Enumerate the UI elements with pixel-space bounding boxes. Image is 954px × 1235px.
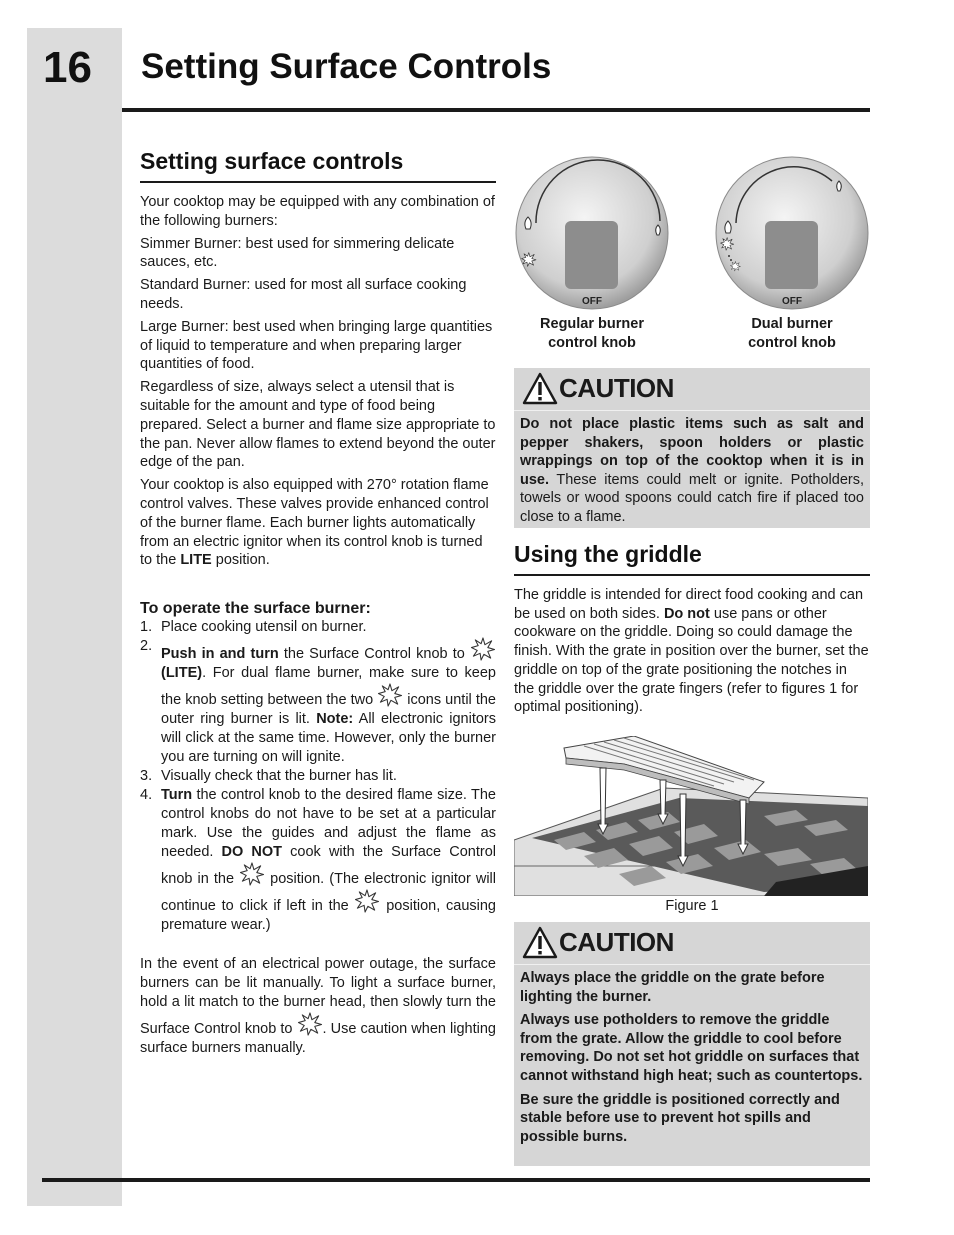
footer-rule: [42, 1178, 870, 1182]
dual-knob-caption: Dual burner control knob: [748, 316, 836, 351]
left-column: [140, 148, 496, 1058]
caution-text: Do not place plastic items such as salt and pepper shakers, spoon holders or plastic wrappings on top of the cooktop when it is in use. These items could melt or ignite. Potholders, towels or wood spoons could catch fire if placed too close to a flame.: [520, 416, 864, 525]
sparkle-icon: [297, 1012, 323, 1036]
caution-box-plastic-items: [514, 368, 870, 528]
caution-header: [514, 368, 870, 411]
caution-box-griddle: [514, 922, 870, 1166]
simmer-paragraph: Simmer Burner: best used for simmering delicate sauces, etc.: [140, 235, 455, 271]
griddle-section: [514, 541, 870, 717]
warning-triangle-icon: [522, 372, 558, 406]
griddle-paragraph: The griddle is intended for direct food cooking and can be used on both sides. Do not use pans or other cookware on the griddle. Doing so could damage the finish. With the grate in position over the burner, set the griddle on top of the grate positioning the notches in the griddle over the grate fingers (refer to figures 1 for optimal positioning).: [514, 587, 869, 716]
steps-list: [140, 618, 496, 935]
dual-burner-knob-illustration: [714, 155, 870, 311]
list-item: 1. Place cooking utensil on burner.: [140, 619, 367, 636]
list-item: 3. Visually check that the burner has lit.: [140, 767, 397, 784]
operate-heading: To operate the surface burner:: [140, 600, 371, 618]
regular-burner-knob-illustration: [514, 155, 670, 311]
sparkle-icon: [354, 889, 380, 913]
page-title: Setting Surface Controls: [141, 47, 552, 86]
off-label: OFF: [782, 296, 802, 307]
section-heading-surface-controls: Setting surface controls: [140, 148, 496, 183]
griddle-figure-illustration: [514, 736, 868, 896]
regardless-paragraph: Regardless of size, always select a utensil that is suitable for the amount and type of food being prepared. Select a burner and flame size appropriate to the pan. Never allow flames to extend beyond the outer edge of the pan.: [140, 379, 496, 471]
rotation-paragraph: Your cooktop is also equipped with 270° rotation flame control valves. These valves provide enhanced control of the burner flame. Each burner lights automatically from an electric ignitor when its control knob is turned to the LITE position.: [140, 477, 489, 569]
regular-knob-caption: Regular burner control knob: [540, 316, 644, 351]
warning-triangle-icon: [522, 926, 558, 960]
caution-label: CAUTION: [559, 927, 674, 957]
large-paragraph: Large Burner: best used when bringing large quantities of liquid to temperature and when preparing larger quantities of food.: [140, 318, 493, 373]
standard-paragraph: Standard Burner: used for most all surface cooking needs.: [140, 277, 467, 312]
figure-caption: Figure 1: [665, 898, 719, 914]
header-rule: [122, 108, 870, 112]
list-item: 4. Turn the control knob to the desired flame size. The control knobs do not have to be set at a particular mark. Use the guides and adjust the flame as needed. DO NOT cook with the Surface Control knob in the position. (The electronic ignitor will continue to click if left in the position, causing premature wear.): [140, 786, 496, 933]
sparkle-icon: [470, 637, 496, 661]
caution-label: CAUTION: [559, 373, 674, 403]
sparkle-icon: [239, 862, 265, 886]
power-outage-paragraph: In the event of an electrical power outage, the surface burners can be lit manually. To light a surface burner, hold a lit match to the burner head, then slowly turn the Surface Control knob to . Use caution when lighting surface burners manually.: [140, 955, 496, 1056]
page-sidebar: [27, 28, 122, 1206]
page-number: 16: [43, 43, 92, 92]
caution-text: Always place the griddle on the grate before lighting the burner. Always use potholders to remove the griddle from the grate. Allow the griddle to cool before removing. Do not set hot griddle on surfaces that cannot withstand high heat; such as countertops. Be sure the griddle is positioned correctly and stable before use to prevent hot spills and possible burns.: [520, 970, 863, 1145]
off-label: OFF: [582, 296, 602, 307]
caution-header: [514, 922, 870, 965]
sparkle-icon: [377, 683, 403, 707]
section-heading-griddle: Using the griddle: [514, 541, 870, 576]
intro-paragraph: Your cooktop may be equipped with any combination of the following burners:: [140, 194, 495, 229]
list-item: 2. Push in and turn the Surface Control knob to (LITE). For dual flame burner, make sure to keep the knob setting between the two icons until the outer ring burner is lit. Note: All electronic ignitors will click at the same time. However, only the burner you are turning on will ignite.: [140, 637, 497, 765]
